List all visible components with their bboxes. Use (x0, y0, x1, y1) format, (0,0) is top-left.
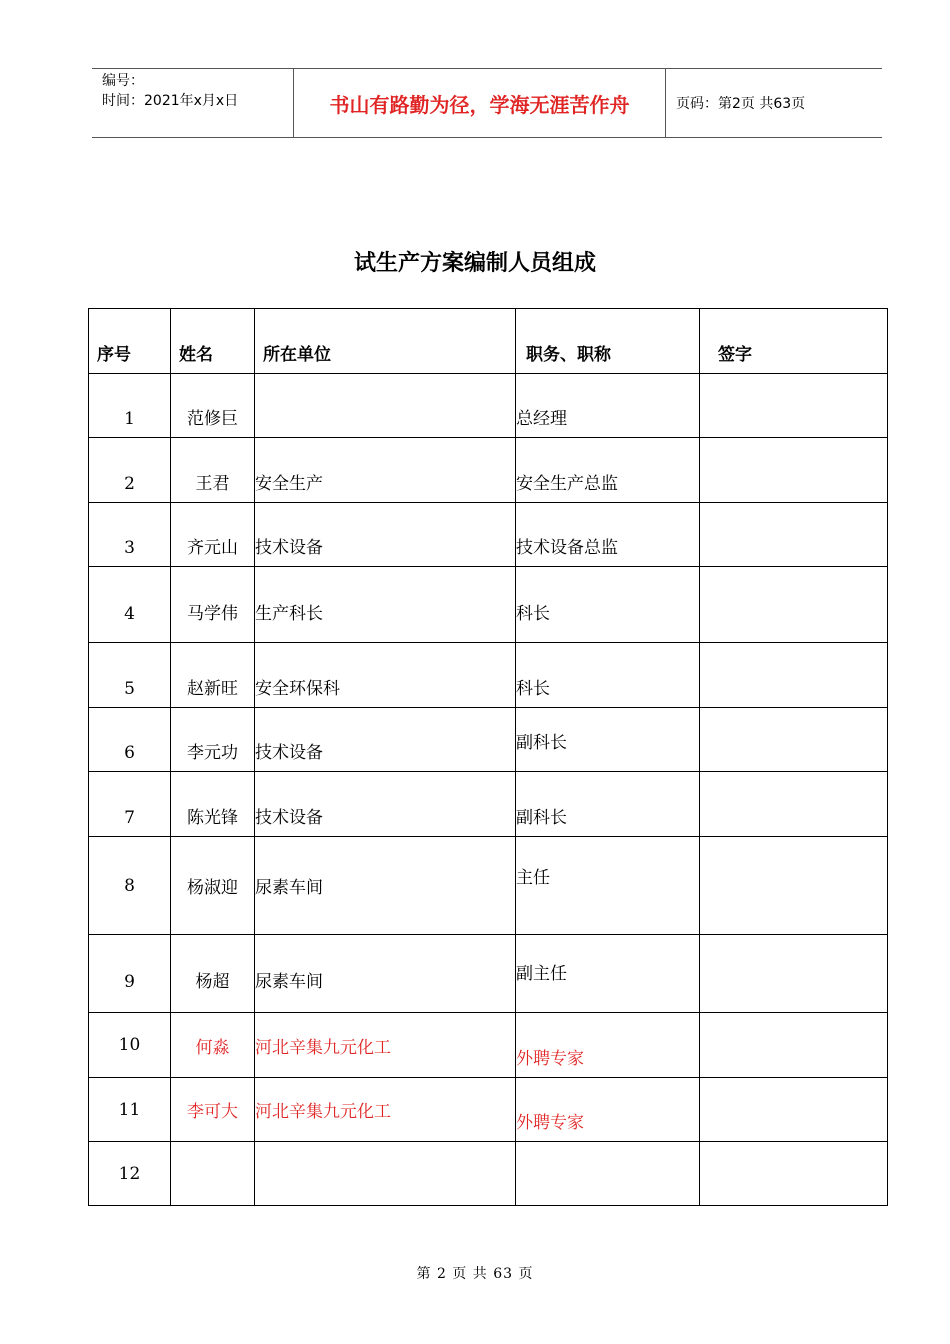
row-unit: 河北辛集九元化工 (255, 1078, 516, 1142)
row-sign (700, 1013, 888, 1078)
row-unit: 安全生产 (255, 438, 516, 503)
row-name: 范修巨 (171, 374, 255, 438)
table-row (89, 438, 888, 503)
row-unit (255, 374, 516, 438)
row-title (516, 1142, 700, 1206)
row-sign (700, 1142, 888, 1206)
row-name: 赵新旺 (171, 643, 255, 708)
row-sign (700, 503, 888, 567)
header-no: 序号 (89, 309, 171, 374)
header-sign: 签字 (700, 309, 888, 374)
row-name: 王君 (171, 438, 255, 503)
row-title: 科长 (516, 567, 700, 643)
row-name: 李元功 (171, 708, 255, 772)
row-title: 副科长 (516, 772, 700, 837)
row-sign (700, 374, 888, 438)
row-unit (255, 1142, 516, 1206)
row-sign (700, 708, 888, 772)
document-title: 试生产方案编制人员组成 (353, 251, 596, 276)
row-unit: 河北辛集九元化工 (255, 1013, 516, 1078)
row-unit: 生产科长 (255, 567, 516, 643)
row-sign (700, 837, 888, 935)
row-title: 外聘专家 (516, 1078, 700, 1142)
row-name: 杨淑迎 (171, 837, 255, 935)
table-row (89, 1013, 888, 1078)
table-row (89, 1142, 888, 1206)
table-row (89, 772, 888, 837)
row-no: 10 (89, 1013, 171, 1078)
staff-table (88, 308, 888, 1206)
row-unit: 尿素车间 (255, 935, 516, 1013)
row-sign (700, 438, 888, 503)
row-name: 何淼 (171, 1013, 255, 1078)
row-no: 7 (89, 772, 171, 837)
header-unit: 所在单位 (255, 309, 516, 374)
row-name: 杨超 (171, 935, 255, 1013)
row-sign (700, 567, 888, 643)
table-row (89, 567, 888, 643)
table-header-row (89, 309, 888, 374)
row-no: 11 (89, 1078, 171, 1142)
table-row (89, 935, 888, 1013)
table-row (89, 643, 888, 708)
row-unit: 尿素车间 (255, 837, 516, 935)
row-title: 副科长 (516, 708, 700, 772)
row-no: 4 (89, 567, 171, 643)
page-footer: 第 2 页 共 63 页 (416, 1266, 534, 1282)
header-motto: 书山有路勤为径，学海无涯苦作舟 (294, 69, 666, 137)
row-name: 马学伟 (171, 567, 255, 643)
row-no: 9 (89, 935, 171, 1013)
table-row (89, 1078, 888, 1142)
row-no: 3 (89, 503, 171, 567)
header-page-label: 页码：第2页 共63页 (676, 96, 806, 112)
row-unit: 技术设备 (255, 503, 516, 567)
row-sign (700, 643, 888, 708)
row-name: 李可大 (171, 1078, 255, 1142)
header-title: 职务、职称 (516, 309, 700, 374)
number-label: 编号： (102, 73, 144, 89)
row-title: 技术设备总监 (516, 503, 700, 567)
row-no: 1 (89, 374, 171, 438)
row-sign (700, 772, 888, 837)
row-sign (700, 935, 888, 1013)
header-name: 姓名 (171, 309, 255, 374)
table-row (89, 374, 888, 438)
row-title: 总经理 (516, 374, 700, 438)
row-title: 主任 (516, 837, 700, 935)
header-meta (92, 69, 294, 137)
row-title: 科长 (516, 643, 700, 708)
table-row (89, 708, 888, 772)
table-row (89, 503, 888, 567)
row-no: 12 (89, 1142, 171, 1206)
row-name: 陈光锋 (171, 772, 255, 837)
row-title: 副主任 (516, 935, 700, 1013)
row-unit: 技术设备 (255, 708, 516, 772)
row-title: 外聘专家 (516, 1013, 700, 1078)
row-no: 6 (89, 708, 171, 772)
row-no: 5 (89, 643, 171, 708)
row-sign (700, 1078, 888, 1142)
row-name (171, 1142, 255, 1206)
row-unit: 技术设备 (255, 772, 516, 837)
row-unit: 安全环保科 (255, 643, 516, 708)
row-title: 安全生产总监 (516, 438, 700, 503)
table-row (89, 837, 888, 935)
page-header (92, 68, 882, 138)
row-no: 2 (89, 438, 171, 503)
row-name: 齐元山 (171, 503, 255, 567)
row-no: 8 (89, 837, 171, 935)
time-label: 时间：2021年x月x日 (102, 93, 239, 109)
